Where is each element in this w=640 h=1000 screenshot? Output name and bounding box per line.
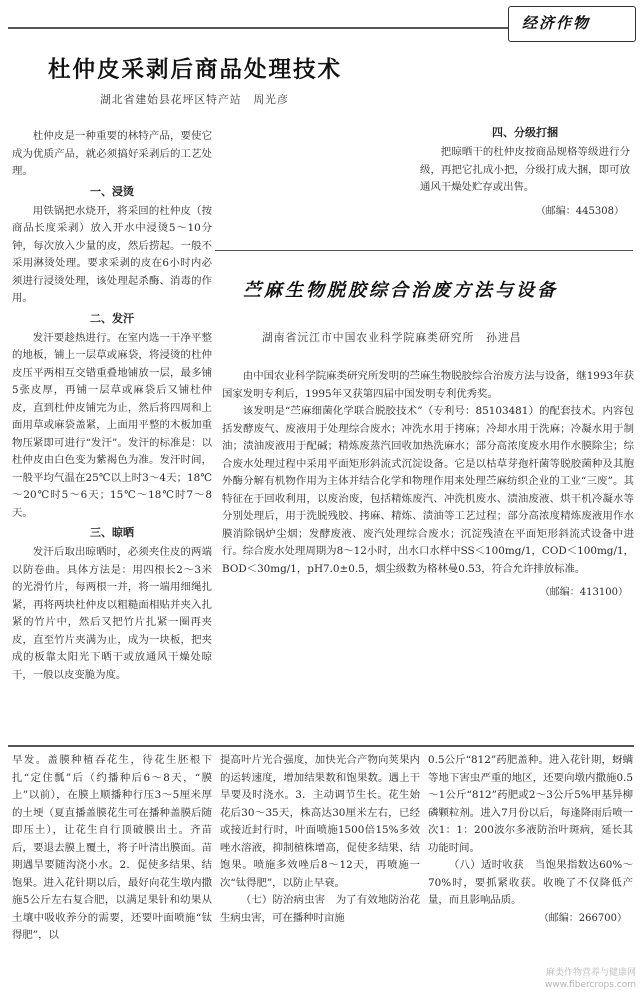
article2-p1: 由中国农业科学院麻类研究所发明的苎麻生物脱胶综合治废方法与设备，继1993年获国家发明专利后，1995年又获第四届中国发明专利优秀奖。 — [222, 370, 634, 400]
header-rule — [8, 27, 508, 29]
article-divider — [215, 250, 633, 251]
article3-col2-text: 提高叶片光合强度，加快光合产物向荚果内的运转速度，增加结果数和饱果数。遇上干旱要及时浇水。3．主动调节生长。花生始花后30～35天，株高达30厘米左右，已经或接近封行时，叶面喷施1500倍15%多效唑水溶液，抑制植株增高，促使多结果、结饱果。喷施多效唑后8～12天，再喷施一次“钛得肥”，以防止早衰。 — [220, 754, 420, 889]
article2-author: 湖南省沅江市中国农业科学院麻类研究所 孙进昌 — [262, 331, 522, 344]
article1-s3: 发汗后取出晾晒时，必须夹住皮的两端以防卷曲。具体方法是：用四根长2～3米的光滑竹片，每两根一并，将一端用细绳扎紧，再将两块杜仲皮以粗糙面相贴并夹入扎紧的竹片中，然后又把竹片扎紧一圈再夹皮，直至竹片夹满为止，成为一块板，把夹成的板靠太阳光下晒干或放通风干燥处晾干，一般以皮变脆为度。 — [12, 546, 212, 681]
watermark-line2: www.fibercrops.com — [545, 980, 636, 990]
article3-col1 — [12, 752, 212, 945]
article3-col2-heading: （七）防治病虫害 为了有效地防治花生病虫害，可在播种时亩施 — [220, 894, 420, 924]
section-heading: 二、发汗 — [90, 311, 134, 325]
section-heading: 一、浸烫 — [90, 184, 134, 198]
article3-col2 — [220, 752, 420, 927]
section-heading: 四、分级打捆 — [492, 126, 558, 139]
article3-harvest: （八）适时收获 当饱果指数达60%～70%时，要抓紧收获。收晚了不仅降低产量，而且影响品质。 — [428, 859, 633, 906]
article3-col1-text: 早发。盖膜种植吞花生，待花生胚根下扎“定住瓢”后（约播种后6～8天，“膜上”以前），在膜上顺播种行压3～5厘米厚的土埂（夏直播盖膜花生可在播种盖膜后随即压土），让花生自行顶破膜出土。齐苗后，要退去膜上覆土，将子叶清出膜面。苗期遇旱要随沟浇小水。2．促使多结果、结饱果。进入花针期以后，最好向花生墩内撒施5公斤左右复合肥，以满足果针和幼果从土壤中吸收养分的需要，还要叶面喷施“钛得肥”，以 — [12, 754, 212, 941]
article2-postcode: （邮编：413100） — [539, 587, 628, 598]
article1-title: 杜仲皮采剥后商品处理技术 — [48, 57, 343, 83]
article1-col1 — [12, 128, 212, 684]
article1-s2: 发汗要趁热进行。在室内选一干净平整的地板，铺上一层草或麻袋，将浸烫的杜仲皮压平两相互交错重叠地铺放一层，最多铺5张皮厚，再铺一层草或麻袋后又铺杜仲皮，直到杜仲皮铺完为止，然后将四周和上面用草或麻袋盖紧，上面用平整的木板加重物压紧即可进行“发汗”。发汗的标准是：以杜仲皮由白色变为紫褐色为准。发汗时间，一般平均气温在25℃以上时3～4天；18℃～20℃时5～6天；15℃～18℃时7～8天。 — [12, 331, 212, 519]
article3-postcode: （邮编：266700） — [538, 912, 627, 924]
article3-col3-text: 0.5公斤“812”药肥盖种。进入花针期，蚜螨等地下害虫严重的地区，还要向墩内撒施0.5～1公斤“812”药肥或2～3公斤5%甲基异柳磷颗粒剂。进入7月份以后，每逢降雨后喷一次1：1：200波尔多液防治叶斑病，延长其功能时间。 — [428, 754, 633, 854]
article3-col3 — [428, 752, 633, 927]
article1-postcode: （邮编：445308） — [535, 205, 624, 217]
article1-s1: 用铁锅把水烧开，将采回的杜仲皮（按商品长度采剥）放入开水中浸烫5～10分钟，每次放入少量的皮，然后捞起。一般不采用淋烫处理。要求采剥的皮在6小时内必须进行浸烫处理，该处理起杀酶、消毒的作用。 — [12, 204, 212, 304]
article1-s4: 把晾晒干的杜仲皮按商品规格等级进行分级，再把它扎成小把，分级打成大捆，即可放通风干燥处贮存或出售。 — [420, 146, 630, 193]
article2-p2: 该发明是“苎麻细菌化学联合脱胶技术”（专利号：85103481）的配套技术。内容包括发酵废气、废液用于处理综合废水；冲洗水用于拷麻；冷却水用于洗麻；冷凝水用于制油；渍油废液用于配碱；精炼废蒸汽回收加热洗麻水；部分高浓度废水用作水膜除尘；综合废水处理过程中采用平面矩形斜流式沉淀设备。它是以枯草芽孢杆菌等脱胶菌种及其胞外酶分解有机物作用为主体并结合化学和物理作用来处理苎麻纺织企业的工业“三废”。其特征在于回收利用，以废治废，包括精炼废汽、冲洗机废水、渍油废液、烘干机冷凝水等分别处理后，用于洗脱残胶、拷麻、精炼、渍油等工艺过程；部分高浓度精炼废液用作水膜消除锅炉尘烟；发酵废液、废汽处理综合废水；沉淀残渣在平面矩形斜流式设备中进行。综合废水处理周期为8～12小时，出水口水样中SS＜100mg/1，COD＜100mg/1，BOD＜30mg/1，pH7.0±0.5，烟尘级数为格林曼0.53，符合允许排放标准。 — [222, 405, 634, 575]
watermark-line1: 麻类作物营养与健康网 — [545, 968, 636, 978]
section-tag: 经济作物 — [522, 14, 591, 32]
article2-title: 苎麻生物脱胶综合治废方法与设备 — [243, 280, 558, 301]
watermark — [470, 967, 636, 991]
article2-body — [222, 368, 634, 602]
article1-intro: 杜仲皮是一种重要的林特产品，要使它成为优质产品，就必须搞好采剥后的工艺处理。 — [12, 130, 212, 177]
page-divider — [8, 745, 634, 747]
article1-author: 湖北省建始县花坪区特产站 周光彦 — [100, 93, 289, 106]
article1-col3 — [420, 52, 630, 220]
section-heading: 三、晾晒 — [90, 526, 134, 539]
